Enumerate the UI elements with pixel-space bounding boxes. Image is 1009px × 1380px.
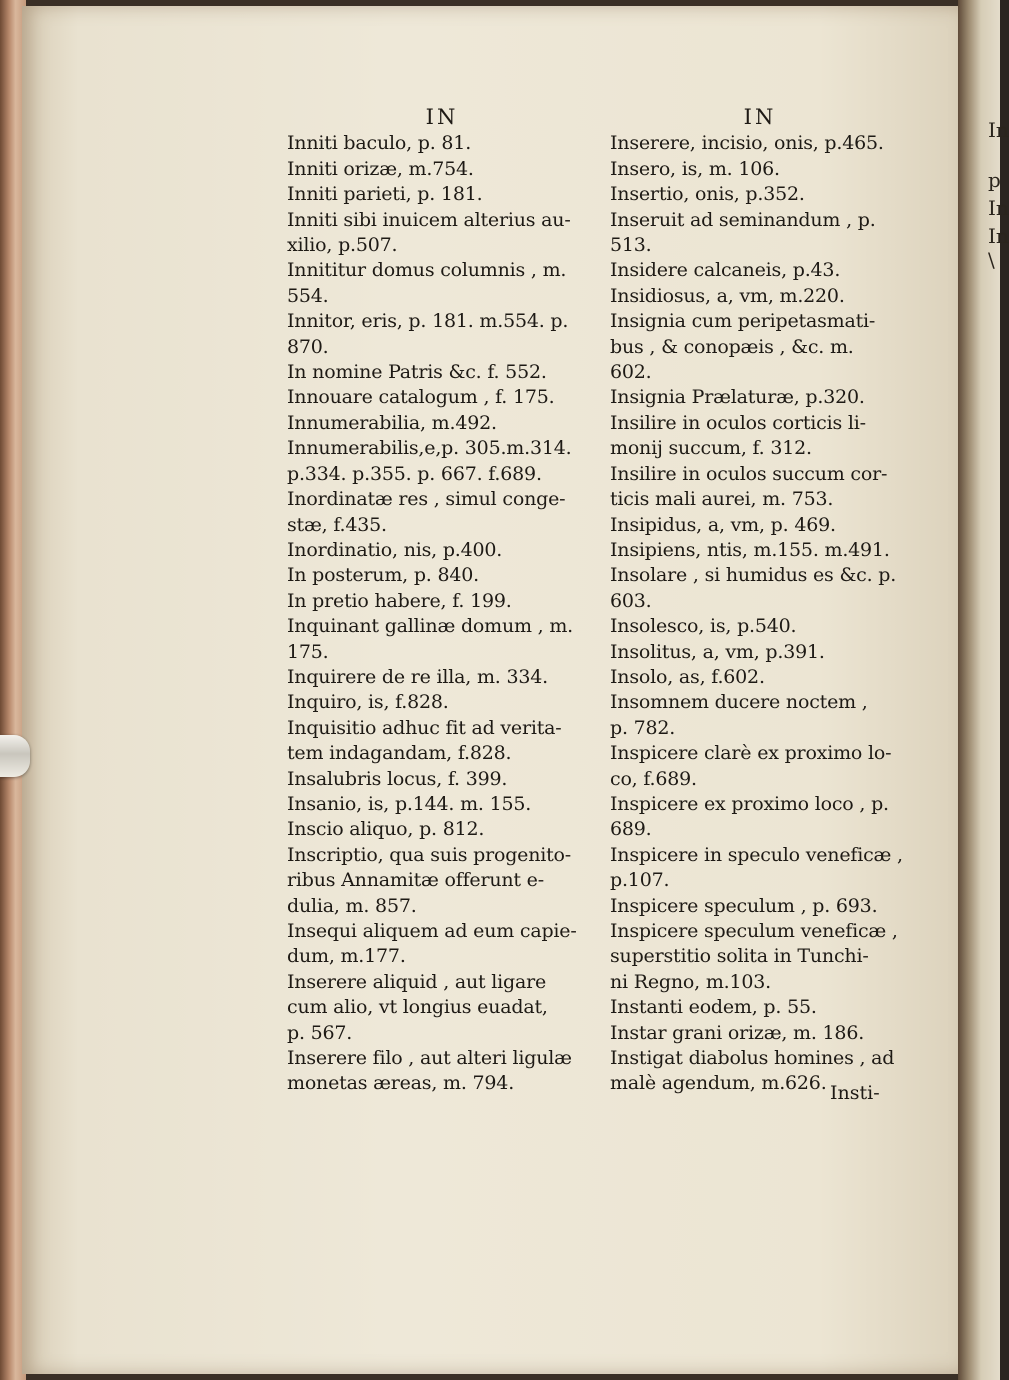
index-entry-line: Inniti orizæ, m.754. xyxy=(287,157,474,180)
index-entry-line: In posterum, p. 840. xyxy=(287,564,479,587)
index-entry-line: Insipidus, a, vm, p. 469. xyxy=(610,513,836,536)
index-entry xyxy=(287,309,597,360)
index-entry xyxy=(610,843,910,894)
index-entry-line: Insipiens, ntis, m.155. m.491. xyxy=(610,538,890,561)
next-page-text-fragment: In xyxy=(988,118,1009,142)
index-entry-line: superstitio solita in Tunchi- xyxy=(610,945,869,968)
index-entry-line: Insero, is, m. 106. xyxy=(610,157,780,180)
next-page-edge xyxy=(958,0,1009,1380)
index-entry-line: xilio, p.507. xyxy=(287,234,398,257)
index-entry xyxy=(610,462,910,513)
index-entry xyxy=(287,563,597,588)
index-entry-line: cum alio, vt longius euadat, xyxy=(287,996,548,1019)
index-entry-line: 513. xyxy=(610,234,652,257)
index-entry xyxy=(287,208,597,259)
index-entry-line: Insidiosus, a, vm, m.220. xyxy=(610,284,845,307)
index-entry-line: Insilire in oculos corticis li- xyxy=(610,411,866,434)
next-page-text-fragment: p xyxy=(988,168,1001,192)
index-entry-line: 603. xyxy=(610,589,652,612)
index-entry xyxy=(610,182,910,207)
index-entry xyxy=(610,563,910,614)
index-entry xyxy=(610,411,910,462)
index-entry xyxy=(610,208,910,259)
index-entry-line: Insomnem ducere noctem , xyxy=(610,691,868,714)
index-entry xyxy=(287,487,597,538)
index-entry-line: Inquirere de re illa, m. 334. xyxy=(287,665,548,688)
index-entry-line: ni Regno, m.103. xyxy=(610,970,771,993)
index-entry-line: Inordinatio, nis, p.400. xyxy=(287,538,503,561)
right-index-column xyxy=(610,105,910,1097)
right-entries-list xyxy=(610,131,910,1096)
index-entry-line: Inniti sibi inuicem alterius au- xyxy=(287,208,571,231)
index-entry xyxy=(610,513,910,538)
index-entry xyxy=(287,385,597,410)
index-entry xyxy=(610,385,910,410)
index-entry-line: Inspicere ex proximo loco , p. xyxy=(610,792,889,815)
index-entry-line: Insanio, is, p.144. m. 155. xyxy=(287,792,532,815)
index-entry-line: 175. xyxy=(287,640,329,663)
index-entry-line: In nomine Patris &c. f. 552. xyxy=(287,361,547,384)
index-entry-line: dum, m.177. xyxy=(287,945,406,968)
index-entry-line: p. 567. xyxy=(287,1021,353,1044)
index-entry xyxy=(287,792,597,817)
catchword: Insti- xyxy=(830,1082,880,1104)
right-column-header: IN xyxy=(743,105,777,129)
left-column-header: IN xyxy=(425,105,459,129)
index-entry xyxy=(287,411,597,436)
index-entry xyxy=(610,792,910,843)
index-entry-line: Inscio aliquo, p. 812. xyxy=(287,818,485,841)
index-entry xyxy=(610,919,910,995)
index-entry xyxy=(610,741,910,792)
index-entry xyxy=(287,970,597,1046)
index-entry-line: Inserere filo , aut alteri ligulæ xyxy=(287,1047,572,1070)
index-entry xyxy=(610,538,910,563)
index-entry-line: Inscriptio, qua suis progenito- xyxy=(287,843,572,866)
index-entry-line: p.107. xyxy=(610,869,670,892)
index-entry xyxy=(610,309,910,385)
index-entry xyxy=(610,995,910,1020)
index-entry-line: Insidere calcaneis, p.43. xyxy=(610,259,841,282)
index-entry xyxy=(287,538,597,563)
index-entry-line: Inniti parieti, p. 181. xyxy=(287,183,483,206)
index-entry xyxy=(610,614,910,639)
index-entry xyxy=(287,436,597,487)
index-entry-line: ribus Annamitæ offerunt e- xyxy=(287,869,544,892)
index-entry-line: Instanti eodem, p. 55. xyxy=(610,996,817,1019)
index-entry xyxy=(287,182,597,207)
index-entry-line: Innouare catalogum , f. 175. xyxy=(287,386,555,409)
index-entry-line: bus , & conopæis , &c. m. xyxy=(610,335,854,358)
index-entry xyxy=(610,640,910,665)
index-entry xyxy=(287,843,597,919)
index-entry xyxy=(287,131,597,156)
index-entry-line: Inspicere clarè ex proximo lo- xyxy=(610,742,892,765)
index-entry-line: Insolitus, a, vm, p.391. xyxy=(610,640,825,663)
index-entry-line: ticis mali aurei, m. 753. xyxy=(610,488,834,511)
index-entry-line: dulia, m. 857. xyxy=(287,894,417,917)
index-entry xyxy=(610,157,910,182)
index-entry-line: Insertio, onis, p.352. xyxy=(610,183,805,206)
index-entry-line: Insignia cum peripetasmati- xyxy=(610,310,876,333)
index-entry xyxy=(610,690,910,741)
index-entry-line: 870. xyxy=(287,335,329,358)
index-entry-line: p.334. p.355. p. 667. f.689. xyxy=(287,462,542,485)
index-entry-line: stæ, f.435. xyxy=(287,513,387,536)
index-entry-line: Inniti baculo, p. 81. xyxy=(287,132,472,155)
index-entry-line: Inordinatæ res , simul conge- xyxy=(287,488,566,511)
index-entry xyxy=(287,919,597,970)
index-entry xyxy=(287,614,597,665)
index-entry-line: Insilire in oculos succum cor- xyxy=(610,462,888,485)
index-entry-line: Inquiro, is, f.828. xyxy=(287,691,449,714)
index-entry-line: co, f.689. xyxy=(610,767,697,790)
index-entry-line: p. 782. xyxy=(610,716,676,739)
index-entry-line: Insolo, as, f.602. xyxy=(610,665,765,688)
index-entry-line: Innumerabilia, m.492. xyxy=(287,411,497,434)
index-entry xyxy=(610,258,910,283)
index-entry-line: Inquisitio adhuc fit ad verita- xyxy=(287,716,562,739)
next-page-text-fragment: In xyxy=(988,196,1009,220)
page-clip xyxy=(0,735,30,777)
index-entry xyxy=(610,665,910,690)
index-entry-line: Innitor, eris, p. 181. m.554. p. xyxy=(287,310,569,333)
next-page-text-fragment: \ xyxy=(988,248,995,272)
index-entry xyxy=(287,157,597,182)
index-entry xyxy=(287,767,597,792)
index-entry-line: Inserere aliquid , aut ligare xyxy=(287,970,547,993)
index-entry-line: Inspicere speculum veneficæ , xyxy=(610,920,898,942)
index-entry-line: 602. xyxy=(610,361,652,384)
index-entry xyxy=(287,690,597,715)
index-entry-line: Innititur domus columnis , m. xyxy=(287,259,567,282)
left-entries-list xyxy=(287,131,597,1096)
index-entry xyxy=(610,1021,910,1046)
index-entry-line: malè agendum, m.626. xyxy=(610,1072,827,1095)
index-entry-line: Inspicere speculum , p. 693. xyxy=(610,894,878,917)
index-entry xyxy=(287,360,597,385)
index-entry xyxy=(287,817,597,842)
index-entry xyxy=(287,258,597,309)
next-page-text-fragment: In xyxy=(988,224,1009,248)
index-entry-line: Instar grani orizæ, m. 186. xyxy=(610,1021,865,1044)
index-entry-line: Insolesco, is, p.540. xyxy=(610,615,797,638)
index-entry-line: Insalubris locus, f. 399. xyxy=(287,767,508,790)
index-entry xyxy=(610,894,910,919)
index-entry-line: Inquinant gallinæ domum , m. xyxy=(287,615,573,638)
index-entry-line: Inseruit ad seminandum , p. xyxy=(610,208,876,231)
index-entry xyxy=(287,716,597,767)
index-entry-line: Insignia Prælaturæ, p.320. xyxy=(610,386,865,409)
index-entry-line: Insequi aliquem ad eum capie- xyxy=(287,920,577,942)
index-entry xyxy=(287,589,597,614)
index-entry xyxy=(287,1046,597,1097)
index-entry-line: 554. xyxy=(287,284,329,307)
index-entry-line: 689. xyxy=(610,818,652,841)
index-entry-line: Inserere, incisio, onis, p.465. xyxy=(610,132,884,155)
index-entry xyxy=(610,131,910,156)
index-entry-line: Instigat diabolus homines , ad xyxy=(610,1047,895,1070)
index-entry-line: tem indagandam, f.828. xyxy=(287,742,512,765)
left-index-column xyxy=(287,105,597,1097)
index-entry-line: Inspicere in speculo veneficæ , xyxy=(610,843,903,866)
index-entry-line: monij succum, f. 312. xyxy=(610,437,812,460)
index-entry-line: In pretio habere, f. 199. xyxy=(287,589,512,612)
index-entry xyxy=(287,665,597,690)
index-entry-line: Insolare , si humidus es &c. p. xyxy=(610,564,897,587)
index-entry-line: Innumerabilis,e,p. 305.m.314. xyxy=(287,437,572,460)
index-entry-line: monetas æreas, m. 794. xyxy=(287,1072,515,1095)
index-entry xyxy=(610,284,910,309)
